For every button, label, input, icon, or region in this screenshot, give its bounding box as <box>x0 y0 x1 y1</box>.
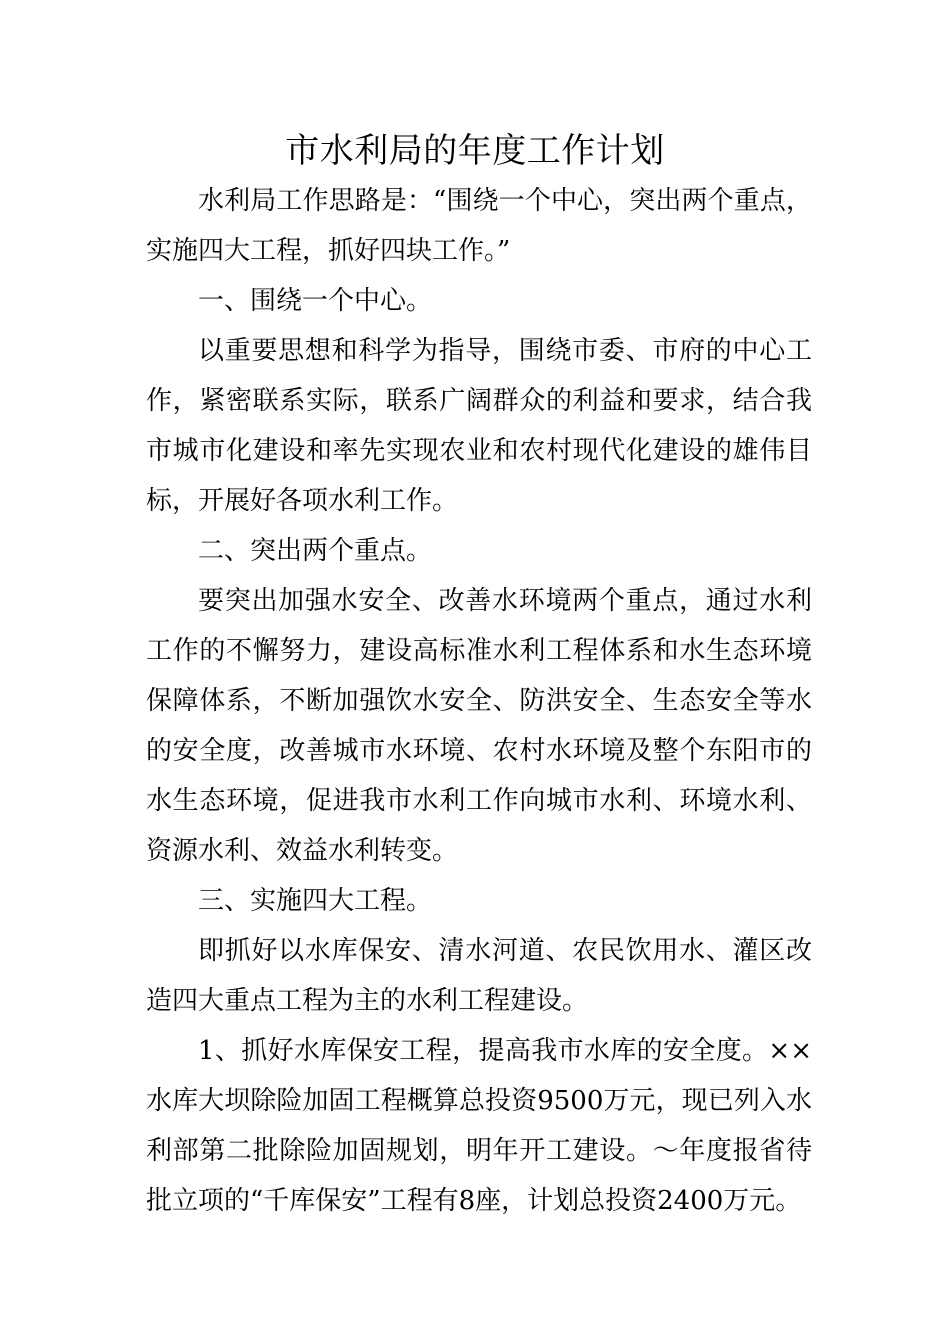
paragraph-section-3: 即抓好以水库保安、清水河道、农民饮用水、灌区改造四大重点工程为主的水利工程建设。 <box>146 936 812 1016</box>
paragraph-item-1: 1、抓好水库保安工程，提高我市水库的安全度。××水库大坝除险加固工程概算总投资9500万元，现已列入水利部第二批除险加固规划，明年开工建设。～年度报省待批立项的“千库保安”工程有8座，计划总投资2400万元。 <box>146 1036 812 1216</box>
paragraph-section-1: 以重要思想和科学为指导，围绕市委、市府的中心工作，紧密联系实际，联系广阔群众的利益和要求，结合我市城市化建设和率先实现农业和农村现代化建设的雄伟目标，开展好各项水利工作。 <box>146 336 812 516</box>
heading-section-2: 二、突出两个重点。 <box>198 536 433 566</box>
document-title: 市水利局的年度工作计划 <box>285 131 665 171</box>
heading-section-3: 三、实施四大工程。 <box>198 886 433 916</box>
heading-section-1: 一、围绕一个中心。 <box>198 286 433 316</box>
paragraph-intro: 水利局工作思路是：“围绕一个中心，突出两个重点，实施四大工程，抓好四块工作。” <box>146 186 812 266</box>
document-body <box>146 176 812 1226</box>
paragraph-section-2: 要突出加强水安全、改善水环境两个重点，通过水利工作的不懈努力，建设高标准水利工程体系和水生态环境保障体系，不断加强饮水安全、防洪安全、生态安全等水的安全度，改善城市水环境、农村水环境及整个东阳市的水生态环境，促进我市水利工作向城市水利、环境水利、资源水利、效益水利转变。 <box>146 586 812 866</box>
